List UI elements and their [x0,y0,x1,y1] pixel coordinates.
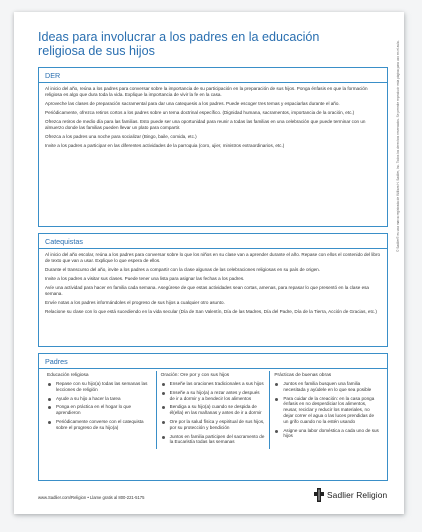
list-item: Ponga en práctica en el hogar lo que aprendieron [47,404,152,416]
list-item: Ayude a su hijo a hacer la tarea [47,396,152,402]
padres-column-educacion [43,371,157,449]
list-item: Enseñe a su hijo(a) a rezar antes y después de ir a dormir y a bendecir los alimentos [161,390,266,402]
padres-heading: Padres [39,354,387,369]
padres-column-practicas [270,371,383,449]
catequistas-paragraph: Avíe una actividad para hacer en familia cada semana. Asegúrese de que estas actividades sean cortas, amenas, para repasar lo que presentó en la clase esa semana. [45,284,369,296]
brand-name: Sadlier Religion [327,490,388,500]
der-paragraph: Aproveche las clases de preparación sacramental para dar una catequesis a los padres. Puede escoger tres temas y espaciarlas durante el año. [45,100,340,106]
column-heading: Prácticas de buenas obras [274,373,332,378]
der-paragraph: Ofrezca retiros de medio día para las familias. Esto puede ser una oportunidad para reunir a todas las familias en una celebración que puede terminar con un almuerzo donde las familias pueden llevar un plato para compartir. [45,118,366,130]
catequistas-paragraph: Invite a los padres a visitar sus clases. Puede tener una lista para asignar las fechas a los padres. [45,275,245,281]
der-paragraph: Ofrezca a los padres una noche para socializar (Bingo, baile, comida, etc.) [45,133,197,139]
sadlier-logo [314,488,387,502]
page-title: Ideas para involucrar a los padres en la educación religiosa de sus hijos [38,30,320,58]
der-section [38,67,388,227]
list-item: Repase con su hijo(a) todas las semanas las lecciones de religión [47,381,152,393]
catequistas-paragraph: Envíe notas a los padres informándoles el progreso de sus hijos a cualquier otro asunto. [45,299,225,305]
catequistas-paragraph: Relacione su clase con lo que está sucediendo en la vida secular (Día de San Valentín, Día de las Madres, Día del Padre, Día de la Tierra, Acción de Gracias, etc.) [45,308,377,314]
list-item: Enseñe las oraciones tradicionales a sus hijos [161,381,266,387]
catequistas-section [38,233,388,347]
cross-logo-icon [314,488,324,502]
der-paragraph: Periódicamente, ofrezca retiros cortos a los padres sobre un tema doctrinal específico. (Dignidad humana, sacramentos, importancia de la oración, etc.) [45,109,355,115]
padres-section [38,353,388,481]
list-item: Para cuidar de la creación: en la casa ponga énfasis en no desperdiciar los alimentos, reusar, reciclar y reducir los materiales, no dejar correr el agua o las luces prendidas de un grifo cuando no la estén usando [274,396,379,425]
list-item: Juntos en familia participen del sacramento de la Eucaristía todas las semanas [161,434,266,446]
der-heading: DER [39,68,387,83]
document-page [14,12,404,514]
list-item: Asigne una labor doméstica a cada uno de sus hijos [274,428,379,440]
list-item: Bendiga a su hijo(a) cuando se despida de él(ella) en las mañanas y antes de ir a dormir [161,404,266,416]
list-item: Periódicamente converse con el catequista sobre el progreso de su hijo(a) [47,419,152,431]
list-item: Juntos en familia busquen una familia necesitada y ayúdele en lo que sea posible [274,381,379,393]
padres-column-oracion [157,371,271,449]
copyright-note: © Sadlier® es una marca registrada de William H. Sadlier, Inc. Todos los derechos reservados. Se permite reproducir esta página para uso en el aula. [396,40,400,252]
catequistas-heading: Catequistas [39,234,387,249]
footer-contact: www.Sadlier.com/Religion • Llame gratis al 800-221-5175 [38,495,145,500]
der-paragraph: Invite a los padres a participar en las diferentes actividades de la parroquia (coro, ujier, ministros extraordinarios, etc.) [45,142,285,148]
der-paragraph: Al inicio del año, reúna a los padres para conversar sobre la importancia de su participación en la preparación de sus hijos. Ponga énfasis en que la formación religiosa es algo que dura toda la vida. Explique la importancia de vivir la fe en la casa. [45,86,368,97]
column-heading: Oración: Ore por y con sus hijos [160,373,230,378]
catequistas-paragraph: Al inicio del año escolar, reúna a los padres para conversar sobre lo que los niños en su clase van a aprender durante el año. Repase con ellos el contenido del libro de texto que van a usar. Explique lo que espera de ellos. [45,252,381,263]
list-item: Ore por la salud física y espiritual de sus hijos, por su protección y bendición [161,419,266,431]
column-heading: Educación religiosa [47,373,89,378]
catequistas-paragraph: Durante el transcurso del año, invite a los padres a compartir con la clase algunas de las celebraciones religiosas en su país de origen. [45,266,321,272]
